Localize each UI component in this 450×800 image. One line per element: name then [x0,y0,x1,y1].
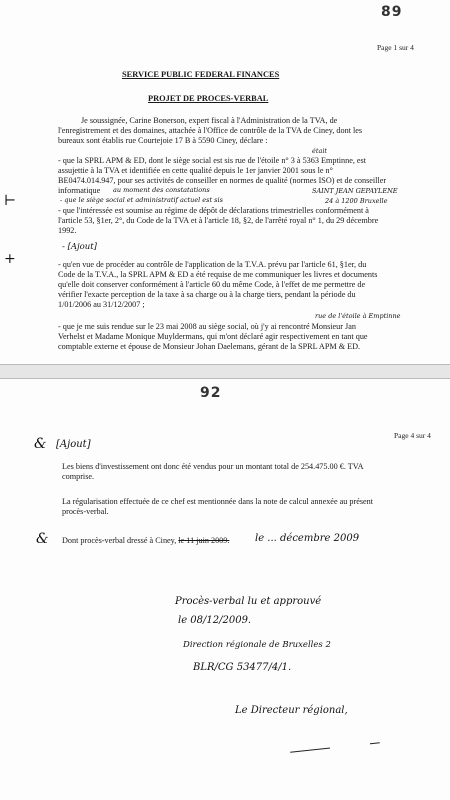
paragraph-line: informatique [58,186,101,195]
paragraph-line: - que la SPRL APM & ED, dont le siège social est sis rue de l'étoile n° 3 à 5363 Emptinne, est [58,156,367,165]
paragraph-line: Les biens d'investissement ont donc été vendus pour un montant total de 254.475.00 €. TVA [62,462,364,471]
handwritten-approval: Procès-verbal lu et approuvé [175,596,322,607]
document-page-2 [0,378,450,800]
paragraph-line: l'article 53, §1er, 2°, du Code de la TVA et à l'article 18, §2, de l'arrêté royal n° 1, du 29 décembre [58,216,379,225]
handwritten-approval-date: le 08/12/2009. [178,615,252,626]
intro-line: bureaux sont établis rue Courtejoie 17 B à 5590 Ciney, déclare : [58,136,268,145]
handwritten-director-title: Le Directeur régional, [235,705,348,716]
struck-date: le 11 juin 2009. [178,536,230,545]
handwritten-insertion: 24 à 1200 Bruxelle [325,197,388,205]
handwritten-ajout: [Ajout] [56,439,91,450]
paragraph-line: vérifier l'exacte perception de la taxe à sa charge ou à la charge tiers, pendant la période du [58,290,356,299]
paragraph-line: Code de la T.V.A., la SPRL APM & ED a été requise de me communiquer les livres et documents [58,270,378,279]
document-subtitle: PROJET DE PROCES-VERBAL [148,94,269,103]
stamp-number: 92 [200,385,222,401]
handwritten-direction: Direction régionale de Bruxelles 2 [183,640,331,650]
page-number: Page 4 sur 4 [394,431,431,440]
handwritten-ajout: - [Ajout] [62,242,97,252]
handwritten-insertion: - que le siège social et administratif actuel est sis [60,196,223,204]
margin-mark: & [34,436,47,452]
paragraph-line: - que je me suis rendue sur le 23 mai 2008 au siège social, où j'y ai rencontré Monsieur Jan [58,322,356,331]
handwritten-insertion: SAINT JEAN GEPAYLENE [312,187,398,195]
paragraph-line: - que l'intéressée est soumise au régime de dépôt de déclarations trimestrielles conformément à [58,206,369,215]
stamp-number: 89 [381,4,403,20]
handwritten-insertion: au moment des constatations [113,186,210,194]
document-title: SERVICE PUBLIC FEDERAL FINANCES [122,70,280,79]
handwritten-correction: était [312,147,328,155]
margin-mark: ⊢ [4,193,17,209]
paragraph-line: 1/01/2006 au 31/12/2007 ; [58,300,145,309]
paragraph-line: comptable externe et épouse de Monsieur Johan Daelemans, gérant de la SPRL APM & ED. [58,342,361,351]
closing-line [62,536,229,546]
paragraph-line: comprise. [62,472,95,481]
handwritten-date: le ... décembre 2009 [255,533,360,544]
margin-mark: + [4,251,16,267]
paragraph-line: 1992. [58,226,77,235]
paragraph-line: La régularisation effectuée de ce chef est mentionnée dans la note de calcul annexée au présent [62,497,374,506]
page-number: Page 1 sur 4 [377,43,414,52]
handwritten-reference: BLR/CG 53477/4/1. [193,662,292,673]
paragraph-line: qu'elle doit conserver conformément à l'article 60 du même Code, à l'effet de me permettre de [58,280,366,289]
paragraph-line: procès-verbal. [62,507,109,516]
paragraph-line: assujettie à la TVA et identifiée en cette qualité depuis le 1er janvier 2001 sous le n° [58,166,333,175]
intro-line: Je soussignée, Carine Bonerson, expert fiscal à l'Administration de la TVA, de [81,116,338,125]
paragraph-line: Verhelst et Madame Monique Muyldermans, qui m'ont déclaré agir respectivement en tant que [58,332,368,341]
redaction [330,741,370,755]
document-page-1 [0,0,450,365]
closing-text: Dont procès-verbal dressé à Ciney, [62,536,177,545]
paragraph-line: BE0474.014.947, pour ses activités de conseiller en normes de qualité (normes ISO) et de conseiller [58,176,387,185]
intro-line: l'enregistrement et des domaines, attachée à l'Office de contrôle de la TVA de Ciney, dont les [58,126,363,135]
handwritten-insertion: rue de l'étoile à Emptinne [315,312,401,320]
paragraph-line: - qu'en vue de procéder au contrôle de l'application de la T.V.A. prévu par l'article 61, §1er, du [58,260,367,269]
margin-mark: & [36,531,49,547]
page-separator [0,365,450,378]
